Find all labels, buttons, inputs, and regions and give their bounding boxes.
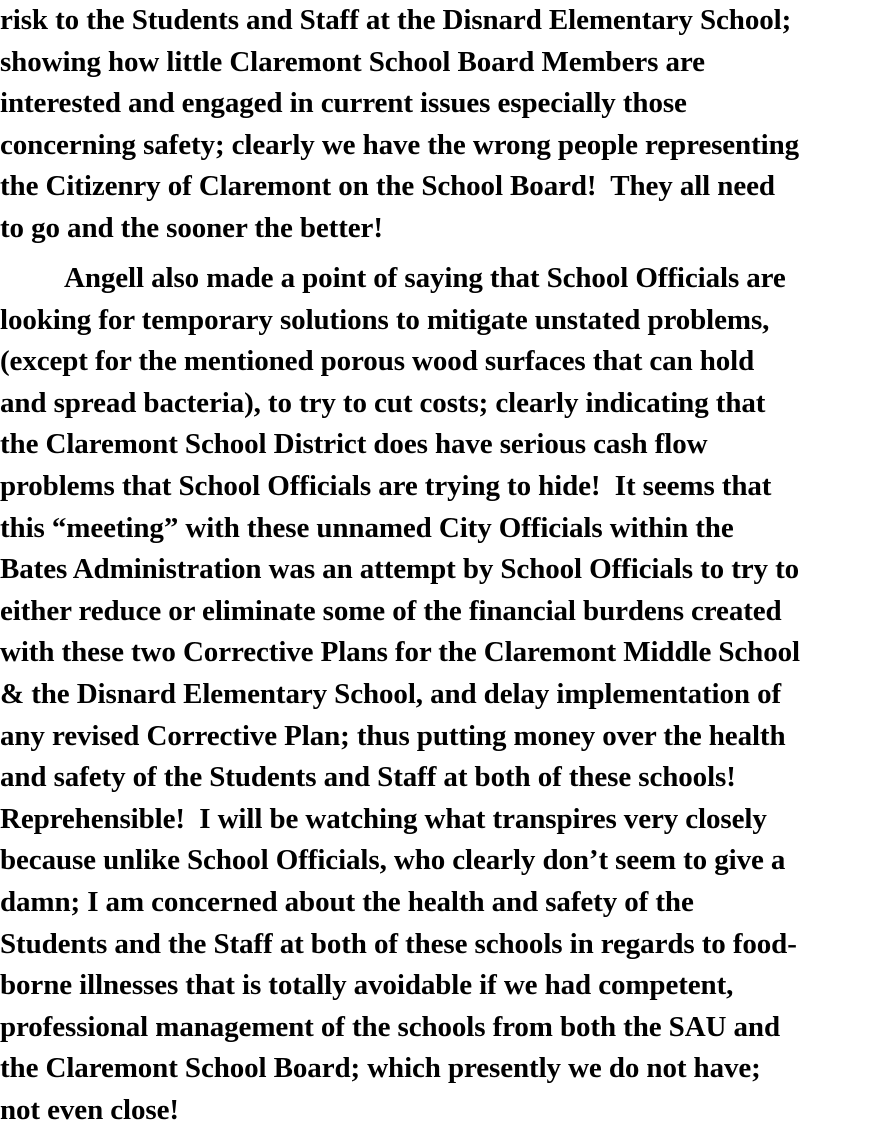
text-line: and spread bacteria), to try to cut costs; clearly indicating that — [0, 386, 766, 419]
text-line: interested and engaged in current issues especially those — [0, 87, 687, 120]
text-line: professional management of the schools from both the SAU and — [0, 1010, 780, 1043]
text-line: risk to the Students and Staff at the Disnard Elementary School; — [0, 4, 792, 36]
paragraph-2 — [0, 258, 880, 1131]
text-line: this “meeting” with these unnamed City Officials within the — [0, 511, 734, 544]
text-line: the Citizenry of Claremont on the School Board! They all need — [0, 170, 775, 203]
text-line: and safety of the Students and Staff at both of these schools! — [0, 761, 736, 794]
text-line-indented: Angell also made a point of saying that School Officials are — [64, 262, 786, 294]
text-line: with these two Corrective Plans for the Claremont Middle School — [0, 636, 800, 669]
text-line: looking for temporary solutions to mitigate unstated problems, — [0, 303, 770, 336]
paragraph-1 — [0, 0, 880, 250]
text-line: because unlike School Officials, who clearly don’t seem to give a — [0, 844, 786, 877]
text-line: any revised Corrective Plan; thus putting money over the health — [0, 719, 786, 752]
text-line: Students and the Staff at both of these schools in regards to food- — [0, 927, 797, 960]
text-line: & the Disnard Elementary School, and delay implementation of — [0, 677, 782, 710]
text-line: to go and the sooner the better! — [0, 211, 383, 244]
text-line: Bates Administration was an attempt by School Officials to try to — [0, 553, 800, 586]
text-line: Reprehensible! I will be watching what transpires very closely — [0, 802, 767, 835]
text-line: concerning safety; clearly we have the wrong people representing — [0, 128, 800, 161]
text-line: either reduce or eliminate some of the financial burdens created — [0, 594, 782, 627]
text-line: (except for the mentioned porous wood surfaces that can hold — [0, 345, 755, 378]
text-line: the Claremont School Board; which presently we do not have; — [0, 1052, 761, 1085]
text-line: the Claremont School District does have serious cash flow — [0, 428, 708, 461]
text-line: damn; I am concerned about the health and safety of the — [0, 885, 694, 918]
text-line: not even close! — [0, 1093, 179, 1126]
text-line: borne illnesses that is totally avoidable if we had competent, — [0, 969, 734, 1002]
text-line: showing how little Claremont School Board Members are — [0, 45, 705, 78]
text-line: problems that School Officials are trying to hide! It seems that — [0, 469, 772, 502]
